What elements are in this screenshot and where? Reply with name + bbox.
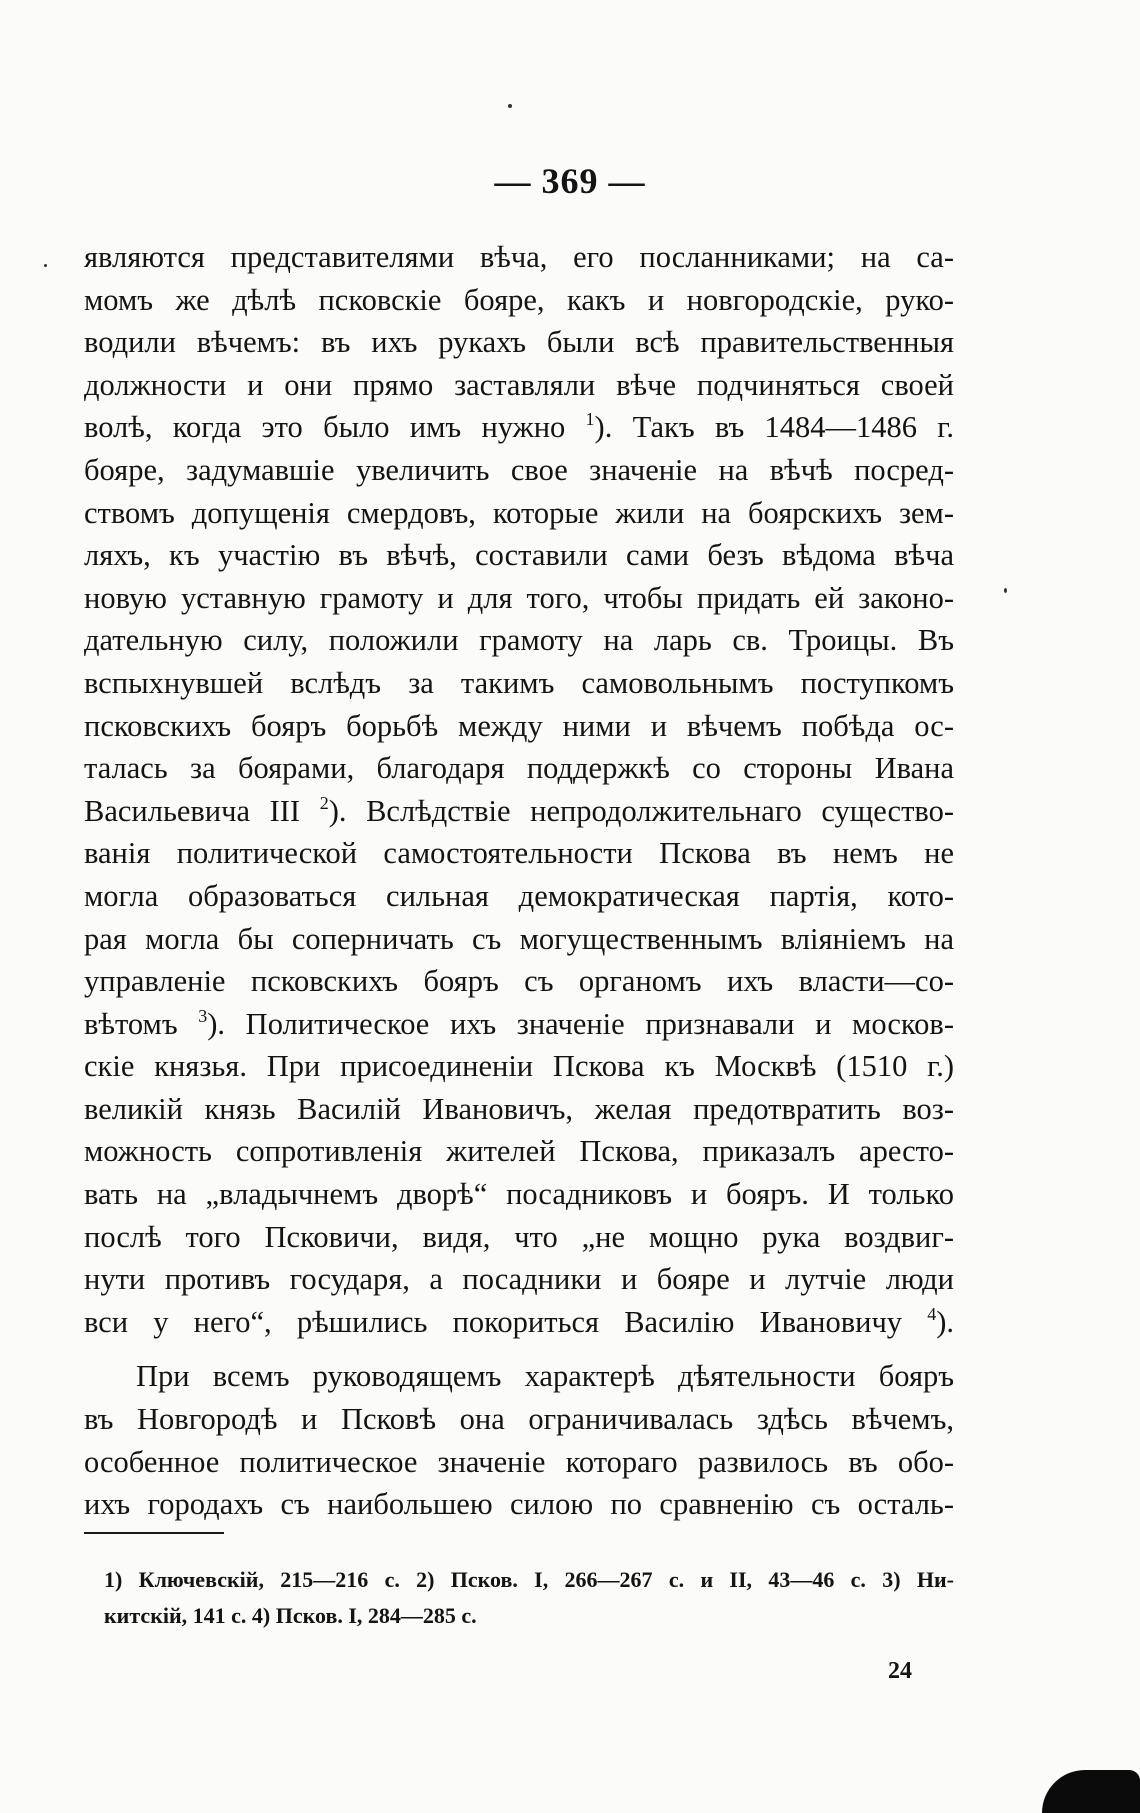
text-line: вѣтомъ $^3$). Политическое ихъ значеніе признавали и москов- <box>84 1005 954 1041</box>
text-line: ванія политической самостоятельности Пскова въ немъ не <box>84 836 954 871</box>
text-line: рая могла бы соперничать съ могущественнымъ вліяніемъ на <box>84 921 954 956</box>
text-line: Васильевича III $^2$). Вслѣдствіе непродолжительнаго существо- <box>84 792 955 828</box>
text-line: нути противъ государя, а посадники и бояре и лутчіе люди <box>84 1262 954 1297</box>
text-line: водили вѣчемъ: въ ихъ рукахъ были всѣ правительственныя <box>84 325 954 360</box>
footnote-rule <box>84 1532 224 1534</box>
footnote-line: китскій, 141 с. 4) Псков. I, 284—285 с. <box>104 1603 477 1628</box>
scan-speck-left <box>44 264 47 267</box>
text-line: новую уставную грамоту и для того, чтобы придать ей законо- <box>84 580 954 615</box>
footnote-ref: 2 <box>319 792 329 813</box>
text-line: псковскихъ бояръ борьбѣ между ними и вѣчемъ побѣда ос- <box>84 708 954 743</box>
text-line: ствомъ допущенія смердовъ, которые жили на боярскихъ зем- <box>84 495 954 530</box>
text-line: момъ же дѣлѣ псковскіе бояре, какъ и новгородскіе, руко- <box>84 282 954 317</box>
footnote-ref: 1 <box>585 409 595 430</box>
footnote-ref: 4 <box>927 1303 937 1324</box>
text-line: ляхъ, къ участію въ вѣчѣ, составили сами безъ вѣдома вѣча <box>84 538 954 573</box>
text-line: въ Новгородѣ и Псковѣ она ограничивалась здѣсь вѣчемъ, <box>84 1402 954 1437</box>
text-line: вси у него“, рѣшились покориться Василію Ивановичу $^4$). <box>84 1303 954 1339</box>
text-line: должности и они прямо заставляли вѣче подчиняться своей <box>84 367 954 402</box>
paragraph-gap <box>84 1343 954 1355</box>
text-line: великій князь Василій Ивановичъ, желая предотвратить воз- <box>84 1091 954 1126</box>
text-line: При всемъ руководящемъ характерѣ дѣятельности бояръ <box>136 1359 954 1394</box>
page-number: — 369 — <box>494 161 646 201</box>
body-text <box>84 236 954 1526</box>
footnote-line: 1) Ключевскій, 215—216 с. 2) Псков. I, 266—267 с. и II, 43—46 с. 3) Ни- <box>104 1567 954 1592</box>
text-line: дательную силу, положили грамоту на ларь св. Троицы. Въ <box>84 623 954 658</box>
text-line: особенное политическое значеніе котораго развилось въ обо- <box>84 1444 954 1479</box>
text-line: вспыхнувшей вслѣдъ за такимъ самовольнымъ поступкомъ <box>84 665 954 700</box>
text-line: скіе князья. При присоединеніи Пскова къ Москвѣ (1510 г.) <box>84 1049 954 1084</box>
text-line: могла образоваться сильная демократическая партія, кото- <box>84 878 954 913</box>
text-line: можность сопротивленія жителей Пскова, приказалъ аресто- <box>84 1134 954 1169</box>
scan-artifact <box>1042 1770 1140 1813</box>
text-line: управленіе псковскихъ бояръ съ органомъ ихъ власти—со- <box>84 964 954 999</box>
scan-speck-top <box>508 104 512 108</box>
text-line: вать на „владычнемъ дворѣ“ посадниковъ и бояръ. И только <box>84 1177 954 1212</box>
text-line: бояре, задумавшіе увеличить свое значеніе на вѣчѣ посред- <box>84 452 954 487</box>
text-line: талась за боярами, благодаря поддержкѣ со стороны Ивана <box>84 751 954 786</box>
text-line: ихъ городахъ съ наибольшею силою по сравненію съ осталь- <box>84 1487 954 1522</box>
footnotes <box>104 1562 954 1634</box>
signature-mark: 24 <box>888 1658 912 1684</box>
text-line: послѣ того Псковичи, видя, что „не мощно рука воздвиг- <box>84 1219 954 1254</box>
scan-speck-right <box>1004 588 1007 593</box>
footnote-ref: 3 <box>198 1005 208 1026</box>
text-line: волѣ, когда это было имъ нужно $^1$). Такъ въ 1484—1486 г. <box>84 409 954 445</box>
text-line: являются представителями вѣча, его посланниками; на са- <box>84 240 954 274</box>
